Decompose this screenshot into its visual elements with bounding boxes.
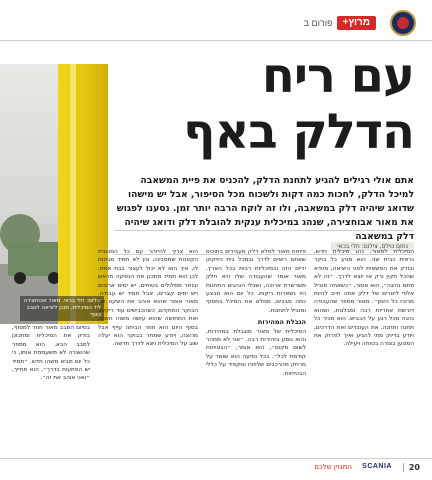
headline-line-2: הדלק באף bbox=[183, 104, 414, 160]
body-paragraph: המיכלית למאור, נהג מיכלית חדש, נראית כבית שני. הוא מגיע כל בוקר ובודק את המשאית לפני היציאה, מוודא שהכל תקין ורק אז יוצא לדרך. ״זה לא סתם נהיגה״, הוא אומר, ״כשאתה מוביל אלפי ליטרים של דלק אתה חייב להיות מרוכז כל הזמן״. מאור מספר שהעבודה דורשת אחריות רבה וסבלנות, ושהוא נהנה מכל רגע על הכביש. הוא מכיר כל תחנה ותחנה, את העובדים ואת הדרכים, ויודע בדיוק מתי להגיע ואיך לפרוק את המטען בצורה בטוחה ויעילה. bbox=[314, 249, 414, 348]
header-divider bbox=[0, 40, 432, 41]
body-paragraph: פיתוח מאור למלא דלק מעבירים בתוכים שאתם רואים לדרך ובמכל בית הזיקוק ידיים הזה ובמיכליות רבות בכל הארץ. מאור אומר שהעבודה שלו היא חלק משרשרת ארוכה, ושבלי הנהגים התחנות היו נשארות ריקות. כל יום הוא מבצע כמה סבבים, ממלא את המיכל במסוף ומוביל לתחנות. bbox=[206, 249, 306, 314]
body-column-4 bbox=[12, 324, 90, 456]
footer-brand: SCANIA bbox=[362, 463, 392, 470]
section-pill: מרוץ+ bbox=[337, 16, 376, 30]
footer-magazine-name: המגזין שלכם bbox=[314, 463, 352, 471]
photo-caption: צילום: חלי בכאי. מאור אבוחצירה ליד המיכלית, מוכן ליציאה לסבב נוסף bbox=[20, 296, 104, 321]
article-headline bbox=[114, 48, 414, 160]
article-body bbox=[12, 248, 414, 456]
body-paragraph: הוא צריך להיזהר עם כל המכונית הקטנות שמסביבו, והן לא תמיד מבינות לו, איך הוא לא יכול לעצור בבת אחת. לכן הוא תמיד מתכנן את הנסיעה מראש ובוחר מסלולים בטוחים. יש ימים ארוכים ויש ימים קצרים, אבל תמיד יש עבודה. מאור אומר שהוא אוהב את השקט של הבוקר המוקדם, כשהכבישים עוד ריקים, ואת התחושה שהוא עושה משהו חשוב. בסוף היום הוא חוזר הביתה עייף אבל מרוצה, ויודע שמחר בבוקר הוא יעלה שוב על המיכלית ויצא לדרך חדשה. bbox=[98, 249, 198, 348]
article-lead: אתם אולי רגילים להגיע לתחנת הדלק, להכניס את פיית המשאבה למיכל הדלק, לחכות כמה דקות ולשכוח מכל הסיפור, אבל יש מישהו שדואג שיהיה דלק במשאבה, ולו זה לוקח הרבה יותר זמן. נסענו לפגוש את מאור אבוחצירה, שנהג במיכלית ענקית להובלת דלק ודואג שיהיה דלק במשאבה bbox=[116, 175, 414, 242]
section-tag bbox=[304, 16, 376, 30]
byline-text: נחום נוילס, צילום: חלי בכאי bbox=[331, 242, 414, 251]
body-column-1 bbox=[314, 248, 414, 456]
headline-line-1: עם ריח bbox=[261, 48, 414, 104]
body-paragraph: המיכלית של מאור מוגבלת במהירות, והוא נוסע בזהירות רבה. ״אני לא ממהר לשום מקום״, הוא אומר, ״הבטיחות קודמת לכל״. בכל נסיעה הוא שומר על מרחק מהרכבים שלפניו ומקפיד על כללי הבטיחות. bbox=[206, 328, 306, 377]
body-subheading: הגבלת המהירות bbox=[257, 318, 306, 327]
page-number: 20 bbox=[403, 463, 420, 472]
body-column-3 bbox=[98, 248, 198, 456]
body-column-2 bbox=[206, 248, 306, 456]
section-label: פורום ב bbox=[303, 18, 333, 28]
scania-griffin-logo-icon bbox=[390, 10, 416, 36]
page-footer bbox=[0, 458, 432, 480]
body-paragraph: בסיום הסבב מאור חוזר למסוף, בודק את המיכלית ומתכונן לסבב הבא. הוא מספר שהשגרה לא משעממת אותו, כי כל יום מביא משהו חדש. ״תמיד יש הפתעות בדרך״, הוא מחייך, ״ואני אוהב את זה״. bbox=[12, 325, 90, 382]
